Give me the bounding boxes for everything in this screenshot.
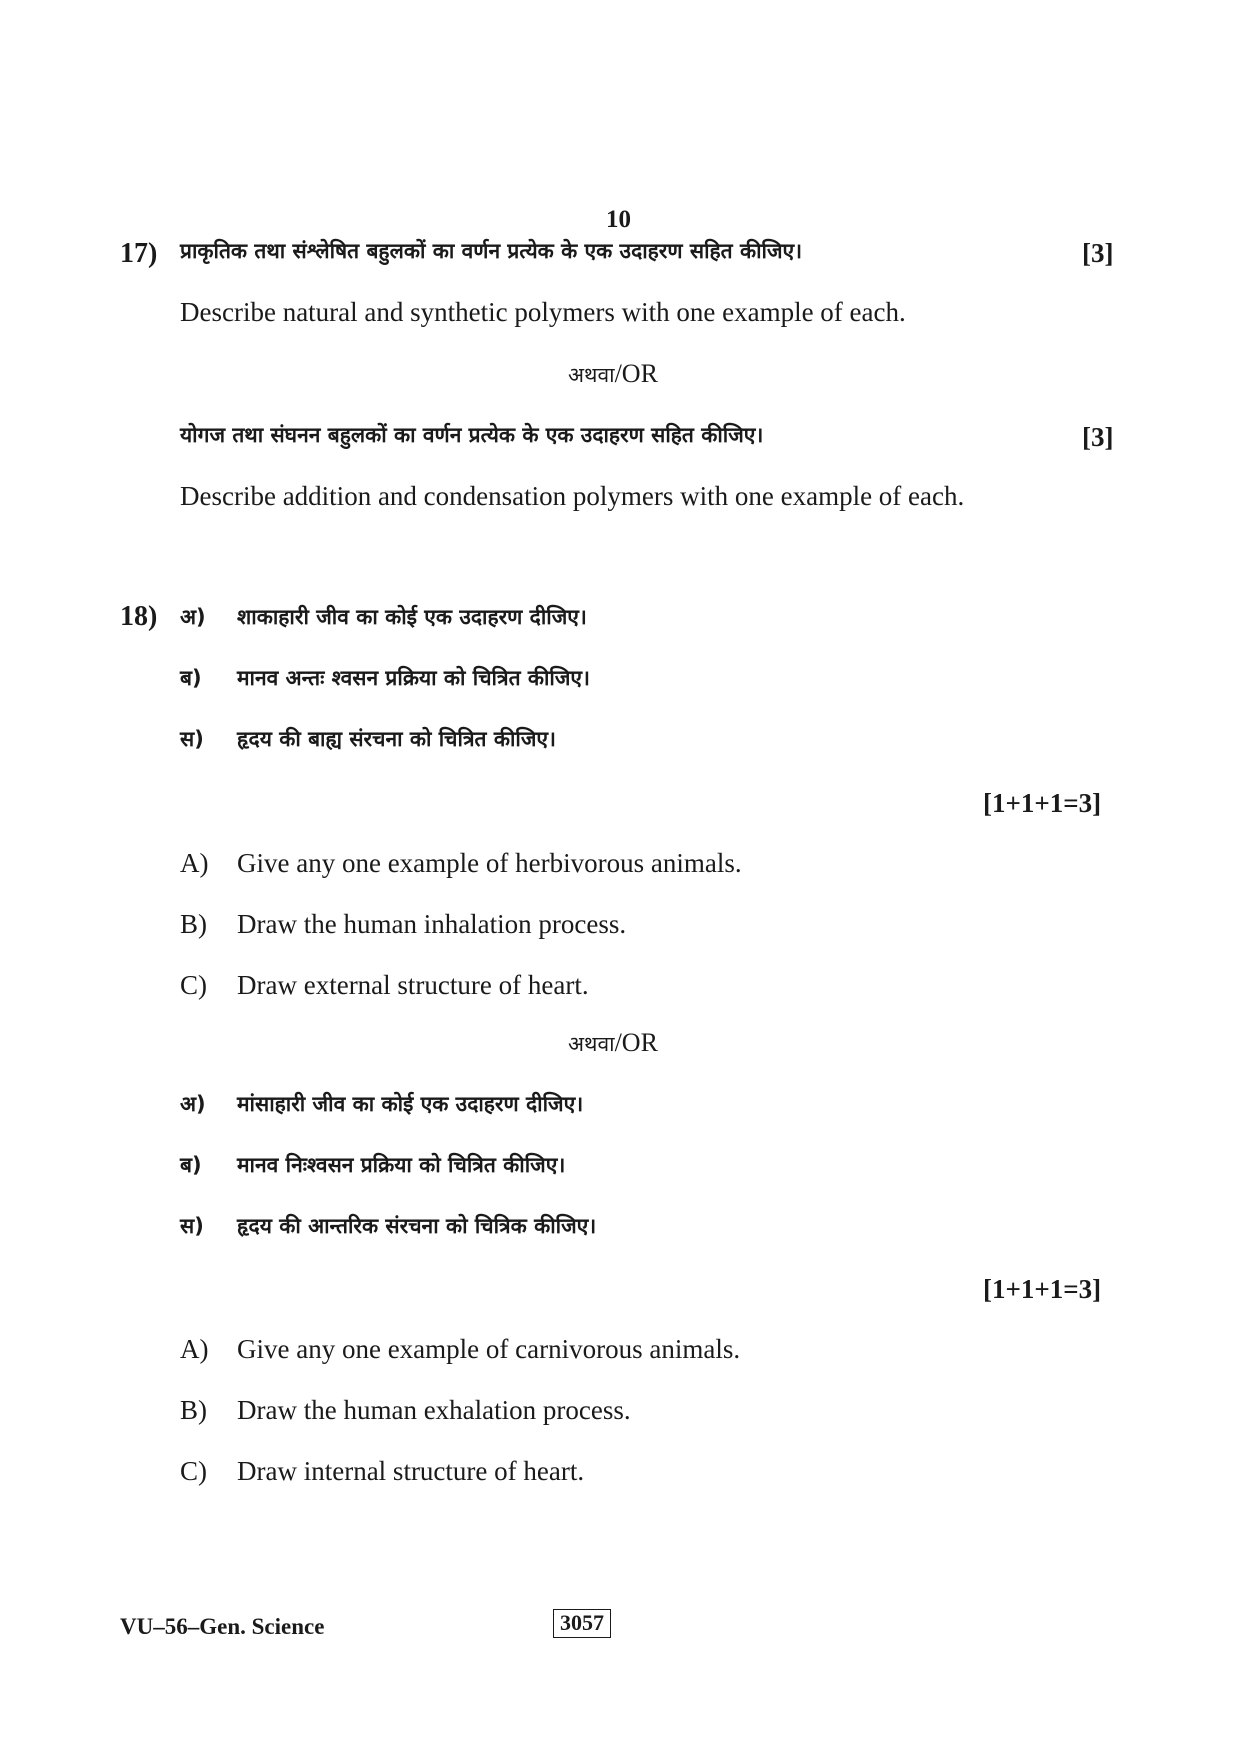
question-18-hindi-label: स) <box>180 727 204 751</box>
question-17-alt-marks: [3] <box>1082 422 1114 452</box>
or-hindi: अथवा <box>568 363 615 387</box>
question-18-alt-english-item: Draw internal structure of heart. <box>237 1456 585 1486</box>
question-18-english-label: A) <box>180 848 209 878</box>
question-18-hindi-item: शाकाहारी जीव का कोई एक उदाहरण दीजिए। <box>237 605 587 629</box>
question-18-english-item: Draw the human inhalation process. <box>237 909 627 939</box>
question-18-number: 18) <box>120 601 158 632</box>
question-17-hindi-text: प्राकृतिक तथा संश्लेषित बहुलकों का वर्णन प्रत्येक के एक उदाहरण सहित कीजिए। <box>180 239 803 263</box>
question-18-alt-english-label: C) <box>180 1456 207 1486</box>
question-18-english-item: Give any one example of herbivorous animals. <box>237 848 742 878</box>
or-hindi: अथवा <box>568 1032 615 1056</box>
question-18-english-label: C) <box>180 970 207 1000</box>
question-17-english-text: Describe natural and synthetic polymers with one example of each. <box>180 297 906 327</box>
or-english: /OR <box>614 1028 658 1057</box>
question-18-hindi-label: अ) <box>180 605 206 629</box>
question-18-alt-hindi-label: अ) <box>180 1092 206 1116</box>
page-number: 10 <box>606 206 631 233</box>
question-17-alt-english-text: Describe addition and condensation polymers with one example of each. <box>180 481 965 511</box>
question-18-alt-hindi-label: ब) <box>180 1153 202 1177</box>
question-18-english-item: Draw external structure of heart. <box>237 970 589 1000</box>
question-18-alt-hindi-label: स) <box>180 1214 204 1238</box>
or-english: /OR <box>614 359 658 388</box>
question-18-alt-marks: [1+1+1=3] <box>983 1274 1102 1304</box>
question-18-marks: [1+1+1=3] <box>983 788 1102 818</box>
question-17-number: 17) <box>120 238 158 269</box>
question-18-english-label: B) <box>180 909 207 939</box>
question-18-or-separator <box>568 1030 658 1056</box>
question-18-alt-hindi-item: हृदय की आन्तरिक संरचना को चित्रिक कीजिए। <box>237 1214 597 1238</box>
question-18-alt-english-item: Draw the human exhalation process. <box>237 1395 631 1425</box>
question-18-hindi-item: हृदय की बाह्य संरचना को चित्रित कीजिए। <box>237 727 556 751</box>
question-18-hindi-label: ब) <box>180 666 202 690</box>
question-17-marks: [3] <box>1082 238 1114 268</box>
question-17-or-separator <box>568 361 658 387</box>
question-17-alt-hindi-text: योगज तथा संघनन बहुलकों का वर्णन प्रत्येक के एक उदाहरण सहित कीजिए। <box>180 423 764 447</box>
question-18-hindi-item: मानव अन्तः श्वसन प्रक्रिया को चित्रित कीजिए। <box>237 666 591 690</box>
question-18-alt-english-label: B) <box>180 1395 207 1425</box>
question-18-alt-hindi-item: मानव निःश्वसन प्रक्रिया को चित्रित कीजिए। <box>237 1153 566 1177</box>
footer-page-code-box: 3057 <box>553 1609 611 1638</box>
question-18-alt-hindi-item: मांसाहारी जीव का कोई एक उदाहरण दीजिए। <box>237 1092 584 1116</box>
question-18-alt-english-item: Give any one example of carnivorous animals. <box>237 1334 741 1364</box>
question-18-alt-english-label: A) <box>180 1334 209 1364</box>
footer-paper-code: VU–56–Gen. Science <box>120 1614 325 1639</box>
